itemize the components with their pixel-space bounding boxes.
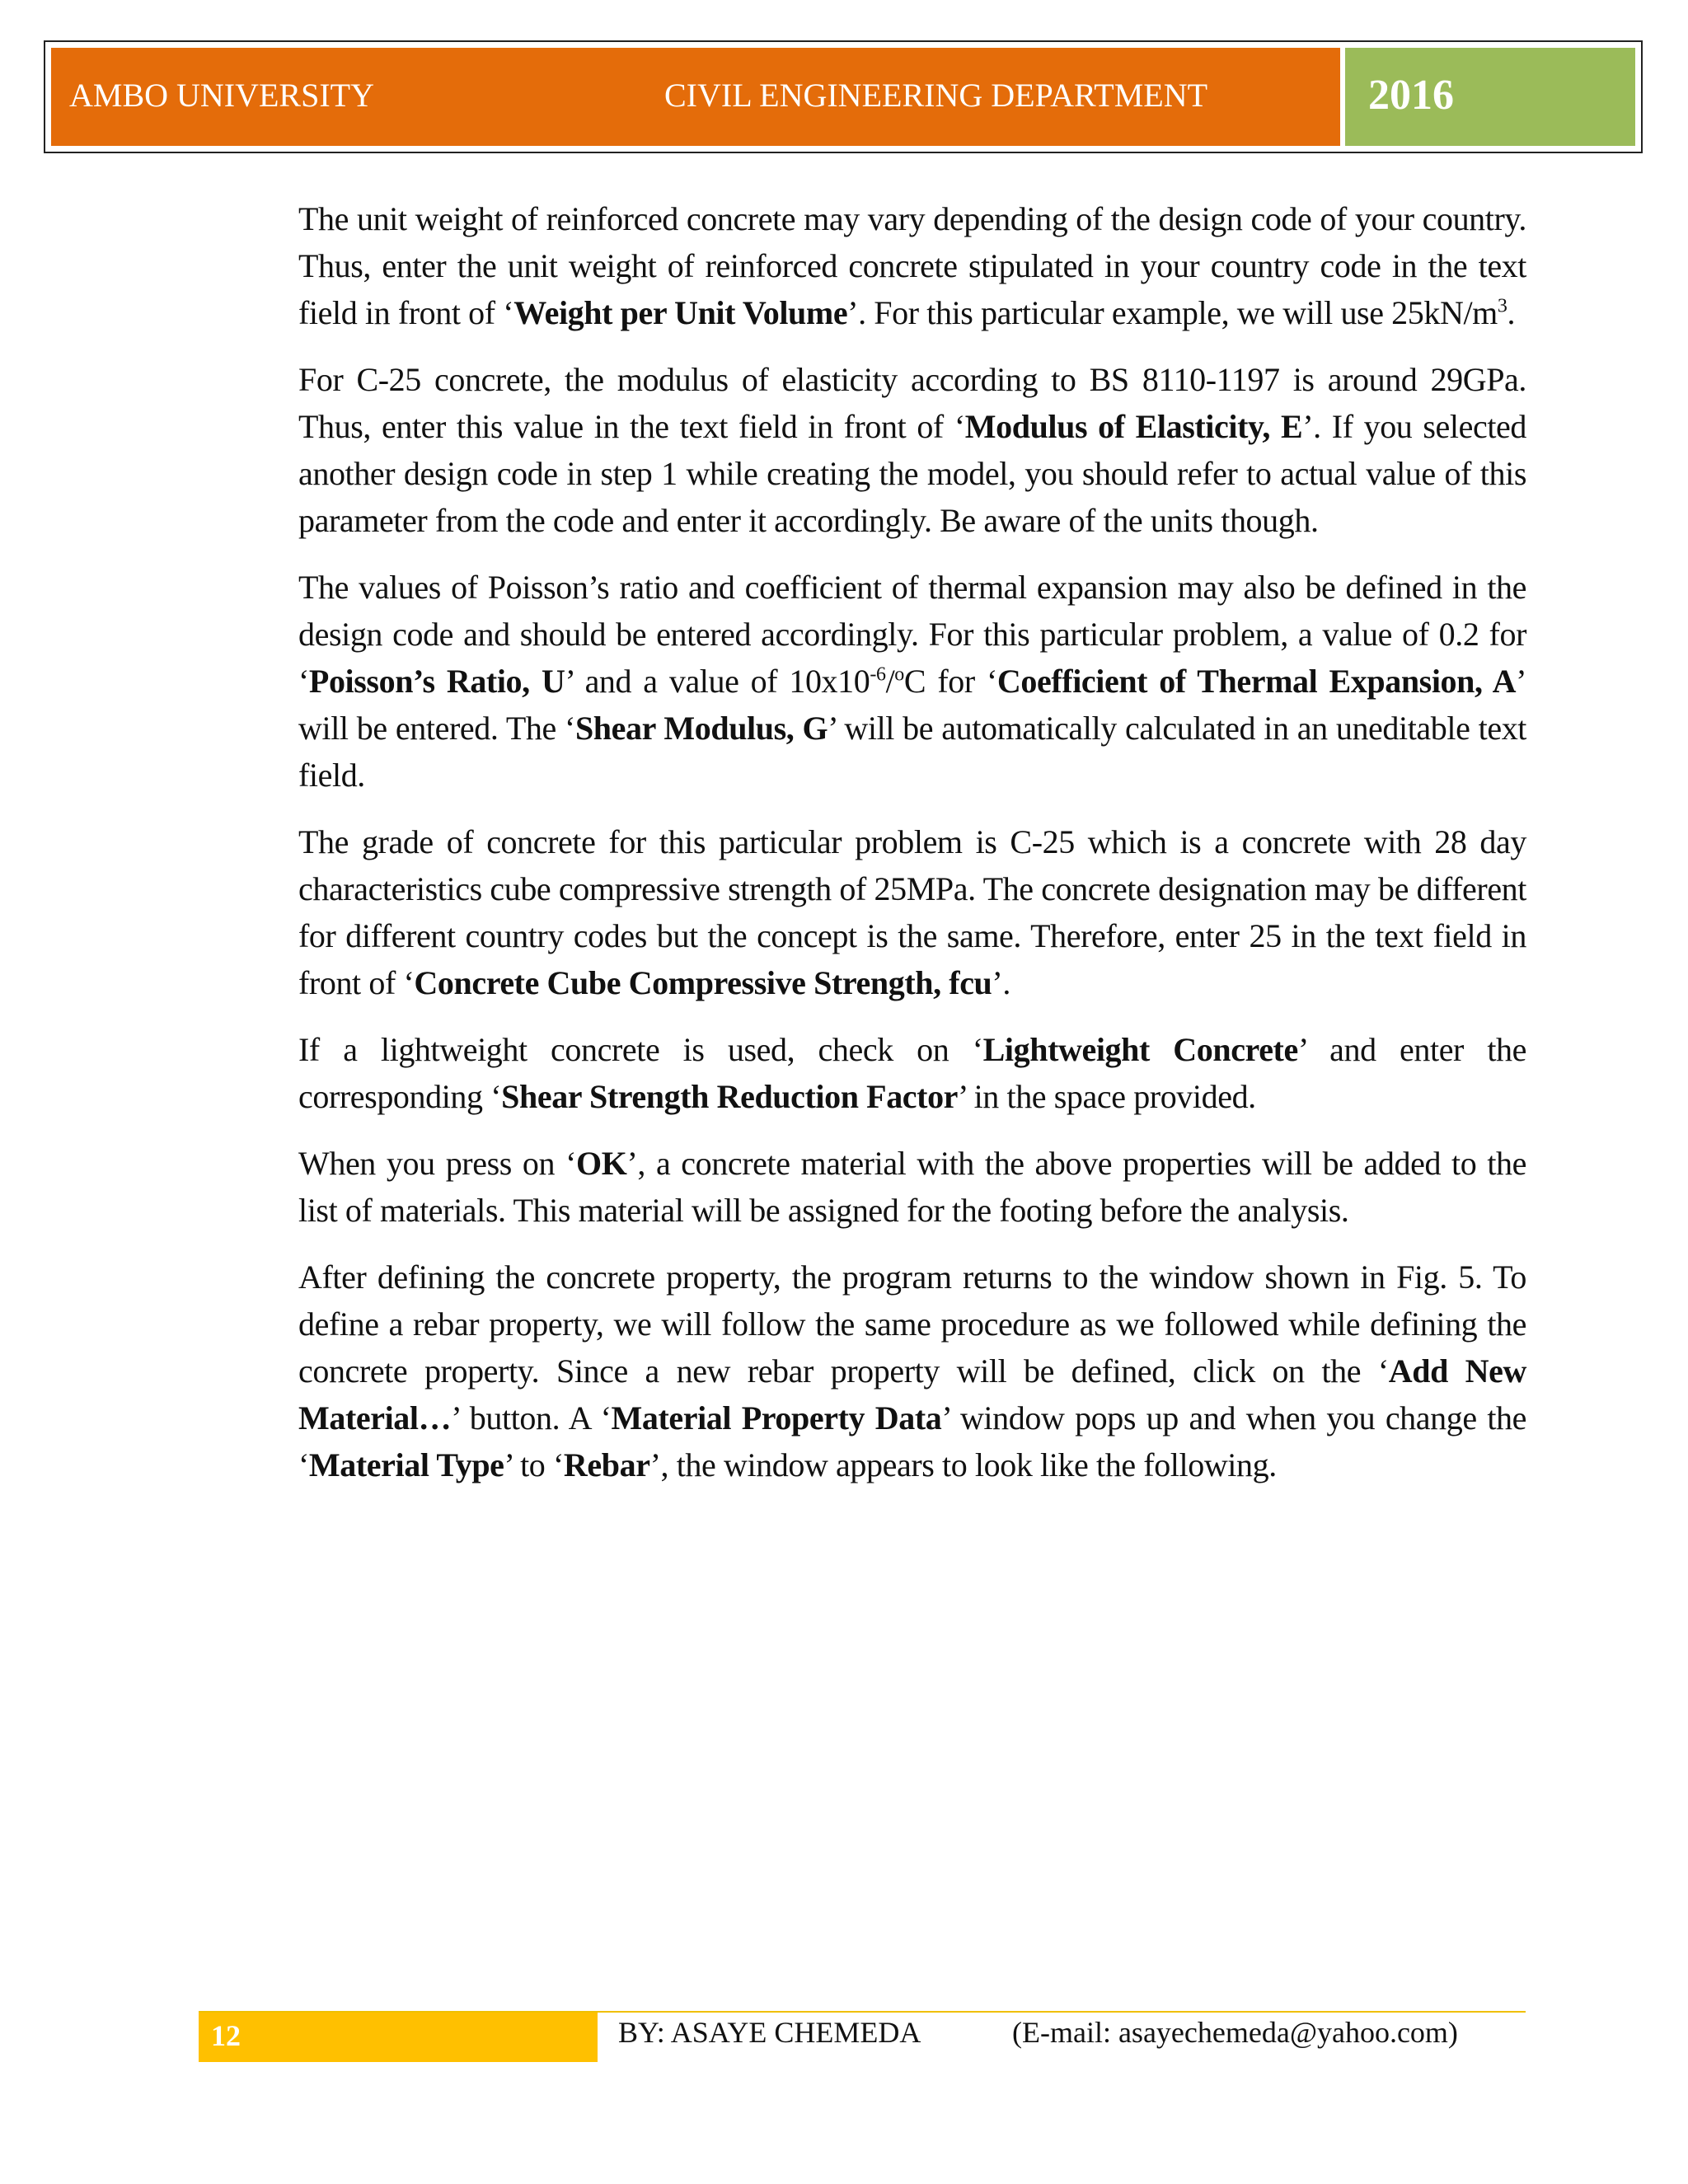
paragraph [298, 818, 1526, 1006]
bold-term: Concrete Cube Compressive Strength, fcu [414, 964, 992, 1001]
text-run: ’ and a value of 10x10 [565, 663, 870, 700]
superscript: 3 [1497, 295, 1507, 317]
header-university: AMBO UNIVERSITY [69, 77, 374, 114]
text-run: ’ will be entered. The ‘ [298, 663, 1526, 747]
text-run: / [885, 663, 895, 700]
bold-term: Poisson’s Ratio, U [308, 663, 565, 700]
footer-page-box [199, 2013, 598, 2062]
text-run: If a lightweight concrete is used, check on ‘ [298, 1031, 983, 1068]
text-run: The grade of concrete for this particular problem is C-25 which is a concrete with 28 day characteristics cube compressive strength of 25MPa. The concrete designation may be different for different country codes but the concept is the same. Therefore, enter 25 in the text field in front of ‘ [298, 823, 1526, 1001]
bold-term: Weight per Unit Volume [513, 294, 848, 331]
text-run: After defining the concrete property, the program returns to the window shown in Fig. 5. To define a rebar property, we will follow the same procedure as we followed while defining the concrete property. Since a new rebar property will be defined, click on the ‘ [298, 1258, 1526, 1390]
text-run: ’. For this particular example, we will use 25kN/m [847, 294, 1498, 331]
bold-term: Coefficient of Thermal Expansion, A [996, 663, 1517, 700]
paragraph [298, 1026, 1526, 1120]
header-year: 2016 [1368, 72, 1454, 119]
text-run: ’ will be automatically calculated in an uneditable text field. [298, 710, 1527, 794]
text-run: ’ and enter the corresponding ‘ [298, 1031, 1526, 1115]
page-number: 12 [211, 2019, 241, 2052]
bold-term: Modulus of Elasticity, E [964, 408, 1303, 445]
text-run: ’. If you selected another design code in step 1 while creating the model, you should refer to actual value of this parameter from the code and enter it accordingly. Be aware of the units though. [298, 408, 1526, 539]
text-run: ’, the window appears to look like the following. [649, 1446, 1277, 1483]
footer-email: (E-mail: asayechemeda@yahoo.com) [1012, 2016, 1458, 2049]
paragraph [298, 1140, 1526, 1234]
superscript: -6 [870, 663, 886, 686]
paragraph [298, 564, 1526, 799]
text-run: ’ window pops up and when you change the ‘ [298, 1399, 1526, 1483]
bold-term: OK [576, 1145, 627, 1182]
bold-term: Add New Material… [298, 1352, 1526, 1436]
header-department: CIVIL ENGINEERING DEPARTMENT [664, 77, 1208, 114]
document-body [298, 195, 1526, 1508]
text-run: The values of Poisson’s ratio and coefficient of thermal expansion may also be defined in the design code and should be entered accordingly. For this particular problem, a value of 0.2 for ‘ [298, 569, 1526, 700]
bold-term: Material Type [308, 1446, 504, 1483]
superscript: o [894, 663, 904, 686]
text-run: The unit weight of reinforced concrete may vary depending of the design code of your country. Thus, enter the unit weight of reinforced concrete stipulated in your country code in the text field in front of ‘ [298, 200, 1526, 331]
text-run: When you press on ‘ [298, 1145, 577, 1182]
text-run: C for ‘ [903, 663, 997, 700]
paragraph [298, 1254, 1526, 1488]
text-run: For C-25 concrete, the modulus of elasticity according to BS 8110-1197 is around 29GPa. Thus, enter this value in the text field in front of ‘ [298, 361, 1526, 445]
bold-term: Rebar [563, 1446, 650, 1483]
text-run: ’, a concrete material with the above properties will be added to the list of materials. This material will be assigned for the footing before the analysis. [298, 1145, 1527, 1229]
footer-author: BY: ASAYE CHEMEDA [618, 2016, 921, 2049]
paragraph [298, 195, 1526, 336]
text-run: ’. [992, 964, 1010, 1001]
bold-term: Shear Modulus, G [574, 710, 828, 747]
paragraph [298, 356, 1526, 544]
text-run: . [1507, 294, 1516, 331]
bold-term: Material Property Data [611, 1399, 942, 1436]
bold-term: Shear Strength Reduction Factor [501, 1078, 959, 1115]
text-run: ’ to ‘ [504, 1446, 564, 1483]
text-run: ’ button. A ‘ [451, 1399, 612, 1436]
text-run: ’ in the space provided. [958, 1078, 1256, 1115]
bold-term: Lightweight Concrete [982, 1031, 1298, 1068]
